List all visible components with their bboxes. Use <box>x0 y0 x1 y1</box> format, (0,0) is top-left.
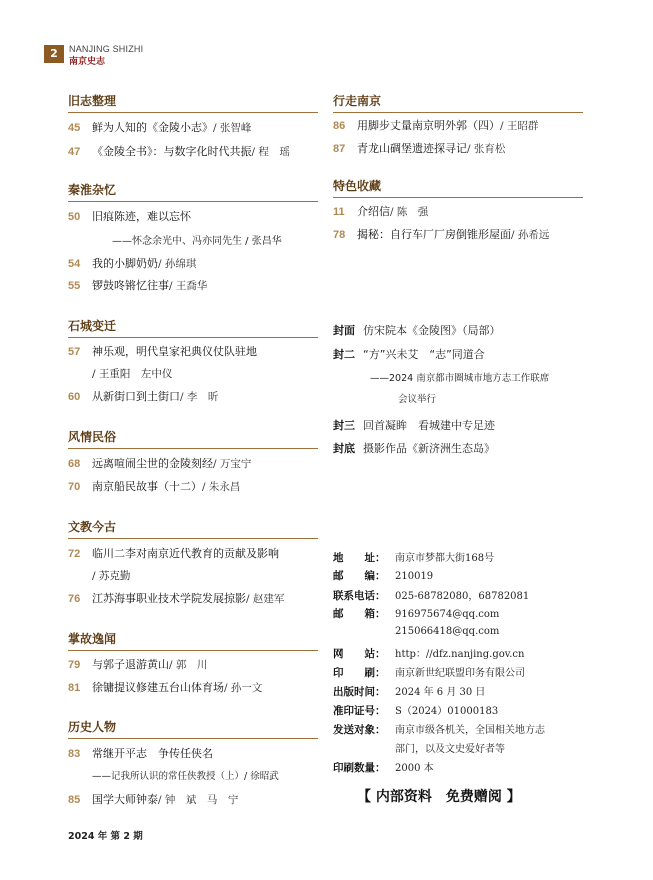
article-title: 青龙山碉堡遗迹探寻记 <box>357 142 467 155</box>
article-author: / 王昭群 <box>500 120 539 132</box>
cover-label: 封底 <box>333 442 355 455</box>
cover-front <box>333 322 501 338</box>
toc-entry[interactable] <box>68 343 257 359</box>
page-ref: 11 <box>333 206 345 218</box>
article-author-line: / 王重阳 左中仪 <box>92 368 173 380</box>
article-title: 鲜为人知的《金陵小志》 <box>92 121 213 134</box>
section-fengqing <box>68 428 318 449</box>
toc-entry[interactable] <box>333 203 428 219</box>
toc-entry[interactable] <box>68 455 251 471</box>
cover-label: 封三 <box>333 419 355 432</box>
free-distribution-notice: 【 内部资料 免费赠阅 】 <box>357 789 521 805</box>
cover-text: 仿宋院本《金陵图》（局部） <box>363 324 501 337</box>
article-title: 介绍信 <box>357 205 390 218</box>
toc-entry[interactable] <box>68 119 251 135</box>
section-title: 石城变迁 <box>68 317 318 338</box>
toc-entry[interactable] <box>68 255 196 271</box>
article-author: / 钟 斌 马 宁 <box>158 794 239 806</box>
page-ref: 47 <box>68 146 81 158</box>
page-ref: 45 <box>68 122 81 134</box>
cover-subtitle: ——2024 南京都市圈城市地方志工作联席 <box>370 373 550 384</box>
cover-label: 封二 <box>333 348 355 361</box>
article-title: 锣鼓咚锵忆往事 <box>92 279 169 292</box>
cover-text: 摄影作品《新济洲生态岛》 <box>363 442 495 455</box>
cover-back <box>333 440 495 456</box>
section-qinhuai <box>68 181 318 202</box>
page-number-tab: 2 <box>44 45 64 63</box>
cover-text: “方”兴未艾 “志”同道合 <box>363 348 485 361</box>
section-tese <box>333 177 583 198</box>
toc-entry[interactable] <box>68 208 191 224</box>
page-ref: 83 <box>68 748 81 760</box>
toc-entry[interactable] <box>68 656 207 672</box>
article-title: 从新街口到土街口 <box>92 390 180 403</box>
article-title: 远离喧闹尘世的金陵刻经 <box>92 457 213 470</box>
article-title: 用脚步丈量南京明外郭（四） <box>357 119 500 132</box>
page-ref: 54 <box>68 258 81 270</box>
page-ref: 55 <box>68 280 81 292</box>
info-email-2: 215066418@qq.com <box>395 626 500 637</box>
article-title: 神乐观，明代皇家祀典仪仗队驻地 <box>92 345 257 358</box>
toc-entry[interactable] <box>68 478 240 494</box>
info-permit: 准印证号： S（2024）01000183 <box>333 705 499 717</box>
toc-entry[interactable] <box>68 679 262 695</box>
page-ref: 68 <box>68 458 81 470</box>
article-title: 《金陵全书》：与数字化时代共振 <box>92 145 252 158</box>
article-title: 与郭子退游黄山 <box>92 658 169 671</box>
page-ref: 76 <box>68 593 81 605</box>
article-author: / 孙绵琪 <box>158 258 197 270</box>
section-shicheng <box>68 317 318 338</box>
section-title: 文教今古 <box>68 518 318 539</box>
section-title: 行走南京 <box>333 92 583 113</box>
toc-entry[interactable] <box>333 140 505 156</box>
cover-subtitle: 会议举行 <box>398 394 437 405</box>
section-jiuzhi <box>68 92 318 113</box>
article-title: 南京船民故事（十二） <box>92 480 202 493</box>
article-title: 常继开平志 争传任侠名 <box>92 747 213 760</box>
section-wenjiao <box>68 518 318 539</box>
section-title: 秦淮杂忆 <box>68 181 318 202</box>
toc-entry[interactable] <box>333 117 538 133</box>
info-email: 邮 箱： 916975674@qq.com <box>333 608 500 620</box>
article-author: / 李 昕 <box>180 391 219 403</box>
article-title: 徐镛提议修建五台山体育场 <box>92 681 224 694</box>
section-title: 掌故逸闻 <box>68 630 318 651</box>
article-author: / 万宝宁 <box>213 458 252 470</box>
article-author: / 张育松 <box>467 143 506 155</box>
info-postcode: 邮 编： 210019 <box>333 570 434 582</box>
page-ref: 81 <box>68 682 81 694</box>
journal-name-cn: 南京史志 <box>69 57 106 67</box>
info-phone: 联系电话： 025-68782080，68782081 <box>333 590 530 602</box>
article-author: / 朱永昌 <box>202 481 241 493</box>
article-title: 揭秘：自行车厂厂房倒锥形屋面 <box>357 228 511 241</box>
article-title: 江苏海事职业技术学院发展掠影 <box>92 592 246 605</box>
toc-entry[interactable] <box>68 590 284 606</box>
page-ref: 78 <box>333 229 346 241</box>
section-zhanggu <box>68 630 318 651</box>
toc-entry[interactable] <box>68 143 290 159</box>
article-author: / 陈 强 <box>390 206 429 218</box>
article-subtitle: ——怀念余光中、冯亦同先生 / 张昌华 <box>112 236 282 247</box>
article-author: / 孙一文 <box>224 682 263 694</box>
page-ref: 87 <box>333 143 346 155</box>
toc-entry[interactable] <box>333 226 549 242</box>
section-title: 特色收藏 <box>333 177 583 198</box>
article-title: 旧痕陈迹，难以忘怀 <box>92 210 191 223</box>
toc-entry[interactable] <box>68 791 238 807</box>
article-author: / 孙希远 <box>511 229 550 241</box>
cover-inside-front <box>333 346 485 362</box>
info-address: 地 址： 南京市梦都大街168号 <box>333 552 495 564</box>
section-title: 旧志整理 <box>68 92 318 113</box>
info-pub-date: 出版时间： 2024 年 6 月 30 日 <box>333 686 486 698</box>
section-title: 风情民俗 <box>68 428 318 449</box>
page-ref: 86 <box>333 120 346 132</box>
article-title: 国学大师钟泰 <box>92 793 158 806</box>
article-title: 我的小脚奶奶 <box>92 257 158 270</box>
toc-entry[interactable] <box>68 388 218 404</box>
toc-entry[interactable] <box>68 545 279 561</box>
info-website: 网 站： http：//dfz.nanjing.gov.cn <box>333 648 525 660</box>
journal-name-en: NANJING SHIZHI <box>69 44 144 54</box>
page-ref: 70 <box>68 481 81 493</box>
info-print-count: 印刷数量： 2000 本 <box>333 762 434 774</box>
article-author-line: / 苏克勤 <box>92 570 131 582</box>
article-title: 临川二李对南京近代教育的贡献及影响 <box>92 547 279 560</box>
info-recipients-2: 部门，以及文史爱好者等 <box>395 744 505 755</box>
page-ref: 57 <box>68 346 81 358</box>
section-xingzou <box>333 92 583 113</box>
info-printer: 印 刷： 南京新世纪联盟印务有限公司 <box>333 667 525 679</box>
article-author: / 张智峰 <box>213 122 252 134</box>
article-author: / 程 瑶 <box>251 146 290 158</box>
section-lishi <box>68 718 318 739</box>
info-recipients: 发送对象： 南京市级各机关，全国相关地方志 <box>333 724 545 736</box>
article-author: / 赵建军 <box>246 593 285 605</box>
page-ref: 79 <box>68 659 81 671</box>
toc-entry[interactable] <box>68 745 213 761</box>
section-title: 历史人物 <box>68 718 318 739</box>
article-subtitle: ——记我所认识的常任侠教授（上）/ 徐昭武 <box>92 771 279 782</box>
toc-entry[interactable] <box>68 277 207 293</box>
page-ref: 60 <box>68 391 81 403</box>
page-ref: 50 <box>68 211 81 223</box>
page-ref: 72 <box>68 548 81 560</box>
page-ref: 85 <box>68 794 81 806</box>
cover-inside-back <box>333 417 495 433</box>
cover-text: 回首凝眸 看城建中专足迹 <box>363 419 495 432</box>
cover-label: 封面 <box>333 324 355 337</box>
article-author: / 郭 川 <box>169 659 208 671</box>
article-author: / 王喬华 <box>169 280 208 292</box>
issue-footer: 2024 年 第 2 期 <box>68 831 143 842</box>
